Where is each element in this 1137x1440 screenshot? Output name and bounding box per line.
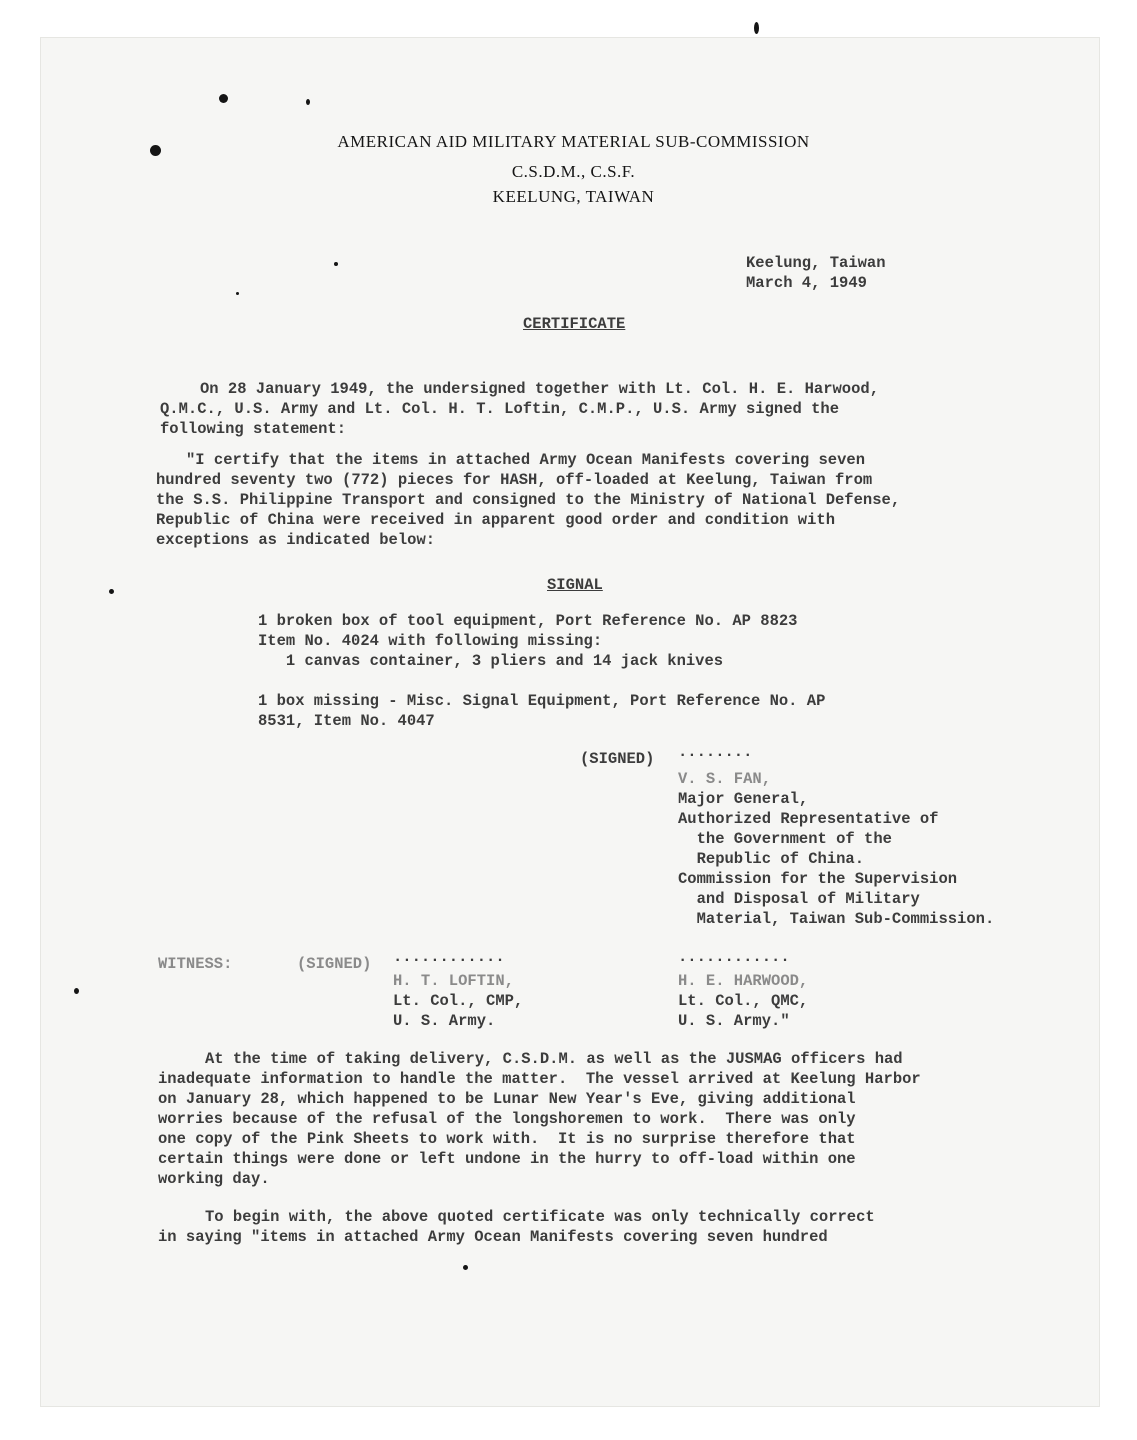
witness-right-dots: ............ (678, 948, 790, 966)
letterhead-line-2: C.S.D.M., C.S.F. (511, 162, 636, 181)
witness-right-line-3: U. S. Army." (678, 1012, 790, 1030)
para2-line-5: one copy of the Pink Sheets to work with. It is no surprise therefore that (158, 1130, 856, 1148)
document-page (40, 37, 1100, 1407)
quote-line-4: Republic of China were received in apparent good order and condition with (156, 511, 836, 529)
witness-left-line-3: U. S. Army. (393, 1012, 496, 1030)
punch-mark (334, 262, 338, 266)
item2-line-1: 1 box missing - Misc. Signal Equipment, Port Reference No. AP (258, 692, 826, 710)
witness-right-line-1: H. E. HARWOOD, (678, 972, 809, 990)
punch-mark (306, 99, 310, 105)
place: Keelung, Taiwan (746, 254, 886, 272)
witness-left-dots: ............ (393, 948, 505, 966)
witness-left-line-2: Lt. Col., CMP, (393, 992, 524, 1010)
signal-heading: SIGNAL (547, 576, 603, 594)
para2-line-3: on January 28, which happened to be Lunar New Year's Eve, giving additional (158, 1090, 856, 1108)
signer-line-2: Major General, (678, 790, 809, 808)
punch-mark (463, 1265, 468, 1270)
witness-label: WITNESS: (158, 955, 233, 973)
punch-mark (74, 988, 79, 994)
signer-line-6: Commission for the Supervision (678, 870, 958, 888)
letterhead-line-3: KEELUNG, TAIWAN (492, 187, 655, 206)
para2-line-4: worries because of the refusal of the longshoremen to work. There was only (158, 1110, 856, 1128)
signer-line-7: and Disposal of Military (678, 890, 920, 908)
signed-label: (SIGNED) (580, 750, 655, 768)
intro-line-2: Q.M.C., U.S. Army and Lt. Col. H. T. Loftin, C.M.P., U.S. Army signed the (160, 400, 840, 418)
para3-line-2: in saying "items in attached Army Ocean Manifests covering seven hundred (158, 1228, 828, 1246)
para3-line-1: To begin with, the above quoted certificate was only technically correct (205, 1208, 875, 1226)
signer-line-5: Republic of China. (678, 850, 865, 868)
witness-left-line-1: H. T. LOFTIN, (393, 972, 514, 990)
witness-right-line-2: Lt. Col., QMC, (678, 992, 809, 1010)
signer-line-8: Material, Taiwan Sub-Commission. (678, 910, 995, 928)
quote-line-5: exceptions as indicated below: (156, 531, 436, 549)
para2-line-2: inadequate information to handle the matter. The vessel arrived at Keelung Harbor (158, 1070, 921, 1088)
item1-line-2: Item No. 4024 with following missing: (258, 632, 603, 650)
item1-line-1: 1 broken box of tool equipment, Port Reference No. AP 8823 (258, 612, 798, 630)
punch-mark (236, 292, 239, 295)
quote-line-3: the S.S. Philippine Transport and consigned to the Ministry of National Defense, (156, 491, 901, 509)
signer-line-3: Authorized Representative of (678, 810, 939, 828)
quote-line-2: hundred seventy two (772) pieces for HASH, off-loaded at Keelung, Taiwan from (156, 471, 873, 489)
intro-line-3: following statement: (160, 420, 347, 438)
punch-mark (219, 94, 228, 103)
signer-line-4: the Government of the (678, 830, 892, 848)
item1-line-3: 1 canvas container, 3 pliers and 14 jack knives (258, 652, 724, 670)
signer-line-1: V. S. FAN, (678, 770, 772, 788)
signature-dots: ........ (678, 743, 753, 761)
intro-line-1: On 28 January 1949, the undersigned together with Lt. Col. H. E. Harwood, (200, 380, 880, 398)
para2-line-1: At the time of taking delivery, C.S.D.M. as well as the JUSMAG officers had (205, 1050, 903, 1068)
punch-mark (754, 22, 759, 34)
letterhead-line-1: AMERICAN AID MILITARY MATERIAL SUB-COMMISSION (337, 132, 810, 151)
date: March 4, 1949 (746, 274, 867, 292)
document-title: CERTIFICATE (523, 315, 626, 333)
para2-line-7: working day. (158, 1170, 270, 1188)
item2-line-2: 8531, Item No. 4047 (258, 712, 435, 730)
quote-line-1: "I certify that the items in attached Army Ocean Manifests covering seven (186, 451, 866, 469)
witness-signed-label: (SIGNED) (297, 955, 372, 973)
para2-line-6: certain things were done or left undone in the hurry to off-load within one (158, 1150, 856, 1168)
punch-mark (109, 589, 114, 594)
